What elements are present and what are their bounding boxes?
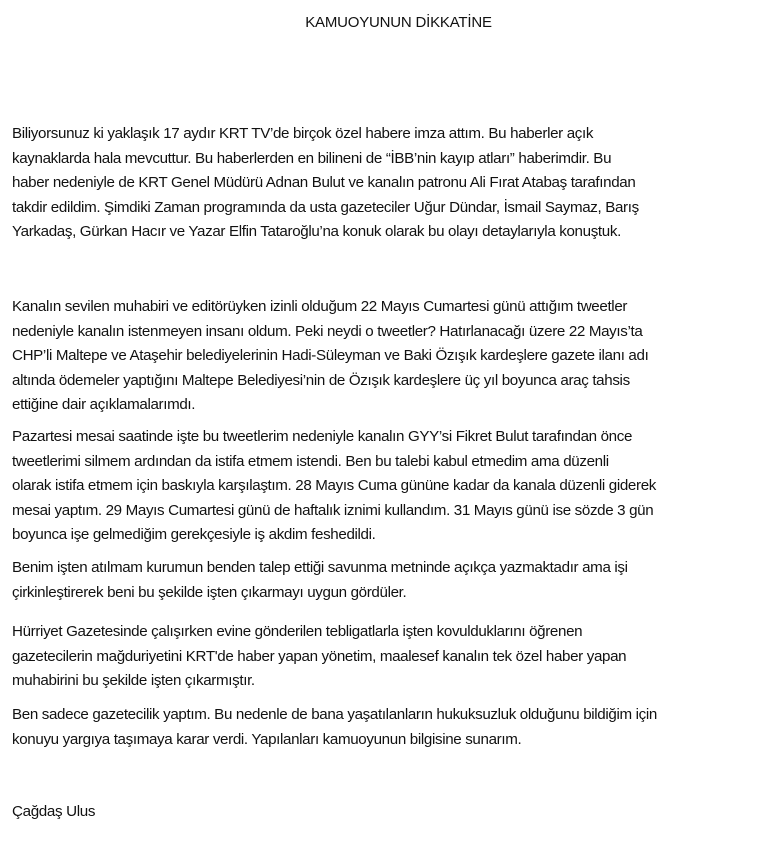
paragraph-5 (12, 620, 762, 694)
text-line: CHP’li Maltepe ve Ataşehir belediyelerinin Hadi-Süleyman ve Baki Özışık kardeşlere gazete ilanı adı (12, 347, 649, 364)
paragraph-6 (12, 703, 762, 752)
text-line: haber nedeniyle de KRT Genel Müdürü Adnan Bulut ve kanalın patronu Ali Fırat Atabaş tarafından (12, 174, 636, 191)
text-line: gazetecilerin mağduriyetini KRT'de haber yapan yönetim, maalesef kanalın tek özel haber yapan (12, 647, 627, 665)
text-line: olarak istifa etmem için baskıyla karşılaştım. 28 Mayıs Cuma gününe kadar da kanala düzenli giderek (12, 477, 657, 494)
paragraph-3 (12, 425, 762, 548)
text-line: takdir edildim. Şimdiki Zaman programında da usta gazeteciler Uğur Dündar, İsmail Saymaz, Barış (12, 198, 639, 216)
text-line: Yarkadaş, Gürkan Hacır ve Yazar Elfin Tataroğlu’na konuk olarak bu olayı detaylarıyla konuştuk. (12, 223, 621, 240)
text-line: nedeniyle kanalın istenmeyen insanı oldum. Peki neydi o tweetler? Hatırlanacağı üzere 22 Mayıs’ta (12, 322, 643, 340)
text-line: Biliyorsunuz ki yaklaşık 17 aydır KRT TV’de birçok özel habere imza attım. Bu haberler açık (12, 125, 594, 142)
paragraph-2 (12, 295, 762, 418)
text-line: Ben sadece gazetecilik yaptım. Bu nedenle de bana yaşatılanların hukuksuzluk olduğunu bildiğim için (12, 706, 657, 723)
text-line: Benim işten atılmam kurumun benden talep ettiği savunma metninde açıkça yazmaktadır ama işi (12, 559, 628, 576)
text-line: altında ödemeler yaptığını Maltepe Belediyesi’nin de Özışık kardeşlere üç yıl boyunca araç tahsis (12, 371, 630, 389)
text-line: tweetlerimi silmem ardından da istifa etmem istendi. Ben bu talebi kabul etmedim ama düzenli (12, 452, 609, 470)
text-line: muhabirini bu şekilde işten çıkarmıştır. (12, 672, 255, 689)
text-line: ettiğine dair açıklamalarımdı. (12, 396, 196, 413)
paragraph-4 (12, 556, 762, 605)
document-title: KAMUOYUNUN DİKKATİNE (305, 14, 492, 31)
text-line: Kanalın sevilen muhabiri ve editörüyken izinli olduğum 22 Mayıs Cumartesi günü attığım tweetler (12, 298, 628, 315)
signature: Çağdaş Ulus (12, 803, 96, 820)
text-line: Pazartesi mesai saatinde işte bu tweetlerim nedeniyle kanalın GYY’si Fikret Bulut tarafından önce (12, 428, 633, 445)
paragraph-1 (12, 122, 762, 245)
text-line: Hürriyet Gazetesinde çalışırken evine gönderilen tebligatlarla işten kovulduklarını öğrenen (12, 623, 583, 640)
text-line: kaynaklarda hala mevcuttur. Bu haberlerden en bilineni de “İBB’nin kayıp atları” haberimdir. Bu (12, 149, 612, 167)
text-line: mesai yaptım. 29 Mayıs Cumartesi günü de haftalık iznimi kullandım. 31 Mayıs günü ise sözde 3 gün (12, 501, 654, 519)
text-line: boyunca işe gelmediğim gerekçesiyle iş akdim feshedildi. (12, 526, 376, 543)
text-line: konuyu yargıya taşımaya karar verdi. Yapılanları kamuoyunun bilgisine sunarım. (12, 730, 522, 748)
text-line: çirkinleştirerek beni bu şekilde işten çıkarmayı uygun gördüler. (12, 583, 407, 601)
